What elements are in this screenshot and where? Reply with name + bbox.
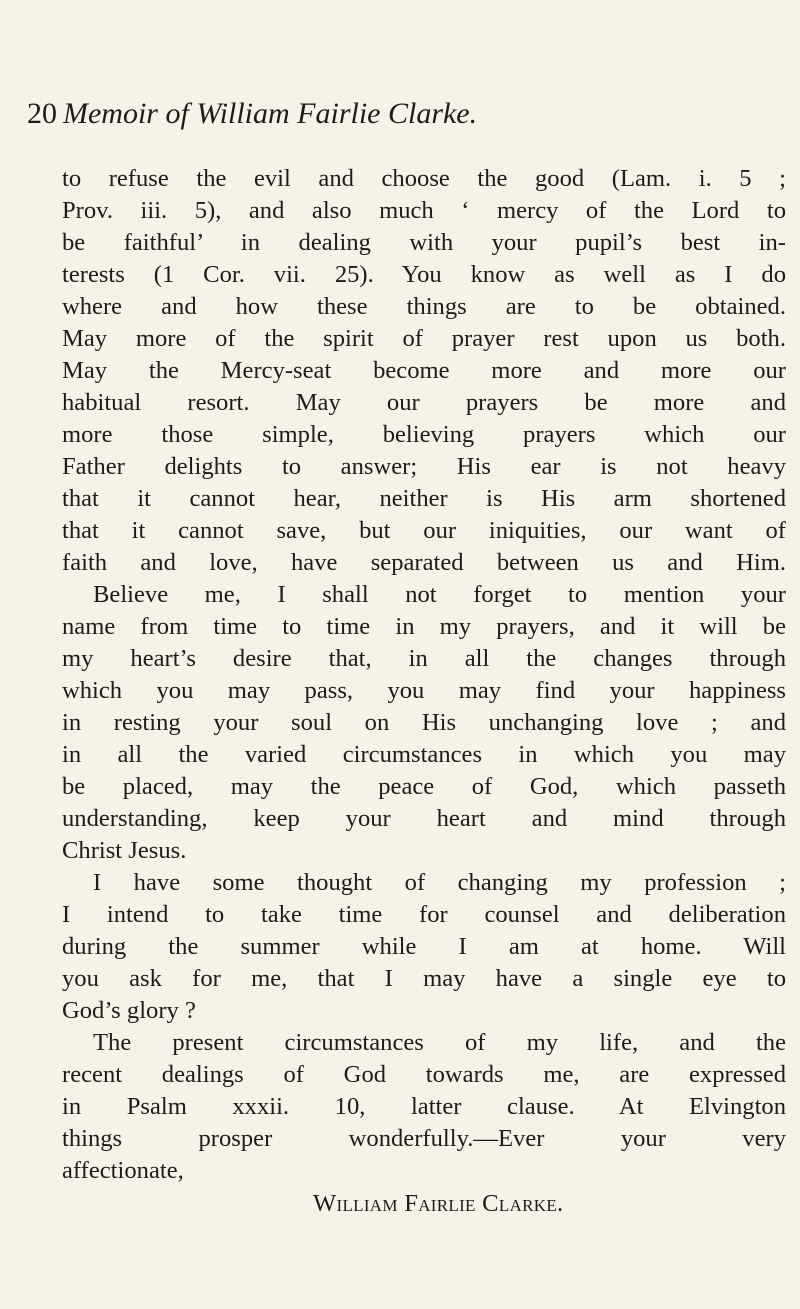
page-header: [27, 94, 477, 134]
text-line: more those simple, believing prayers which our: [62, 421, 786, 448]
text-line: during the summer while I am at home. Will: [62, 933, 786, 960]
text-line: recent dealings of God towards me, are expressed: [62, 1061, 786, 1088]
text-line: where and how these things are to be obtained.: [62, 293, 786, 320]
signature: William Fairlie Clarke.: [313, 1190, 564, 1217]
letter-text: [62, 163, 786, 1221]
text-line: Prov. iii. 5), and also much ‘ mercy of the Lord to: [62, 197, 786, 224]
text-line: May more of the spirit of prayer rest upon us both.: [62, 325, 786, 352]
text-line: in Psalm xxxii. 10, latter clause. At Elvington: [62, 1093, 786, 1120]
text-line: be placed, may the peace of God, which passeth: [62, 773, 786, 800]
text-line: God’s glory ?: [62, 997, 196, 1024]
page-number: 20: [27, 97, 57, 130]
text-line: that it cannot hear, neither is His arm shortened: [62, 485, 786, 512]
text-line: I intend to take time for counsel and deliberation: [62, 901, 786, 928]
text-line: things prosper wonderfully.—Ever your very: [62, 1125, 786, 1152]
text-line: my heart’s desire that, in all the changes through: [62, 645, 786, 672]
text-line: habitual resort. May our prayers be more and: [62, 389, 786, 416]
text-line: Believe me, I shall not forget to mention your: [93, 581, 786, 608]
text-line: you ask for me, that I may have a single eye to: [62, 965, 786, 992]
text-line: in resting your soul on His unchanging love ; and: [62, 709, 786, 736]
text-line: Christ Jesus.: [62, 837, 187, 864]
text-line: Father delights to answer; His ear is not heavy: [62, 453, 786, 480]
text-line: that it cannot save, but our iniquities, our want of: [62, 517, 786, 544]
text-line: affectionate,: [62, 1157, 184, 1184]
text-line: I have some thought of changing my profession ;: [93, 869, 786, 896]
text-line: The present circumstances of my life, and the: [93, 1029, 786, 1056]
text-line: faith and love, have separated between us and Him.: [62, 549, 786, 576]
text-line: to refuse the evil and choose the good (Lam. i. 5 ;: [62, 165, 786, 192]
running-title: Memoir of William Fairlie Clarke.: [63, 97, 478, 130]
text-line: name from time to time in my prayers, and it will be: [62, 613, 786, 640]
text-line: in all the varied circumstances in which you may: [62, 741, 786, 768]
text-line: terests (1 Cor. vii. 25). You know as well as I do: [62, 261, 786, 288]
text-line: May the Mercy-seat become more and more our: [62, 357, 786, 384]
text-line: be faithful’ in dealing with your pupil’s best in-: [62, 229, 786, 256]
text-line: understanding, keep your heart and mind through: [62, 805, 786, 832]
text-line: which you may pass, you may find your happiness: [62, 677, 786, 704]
